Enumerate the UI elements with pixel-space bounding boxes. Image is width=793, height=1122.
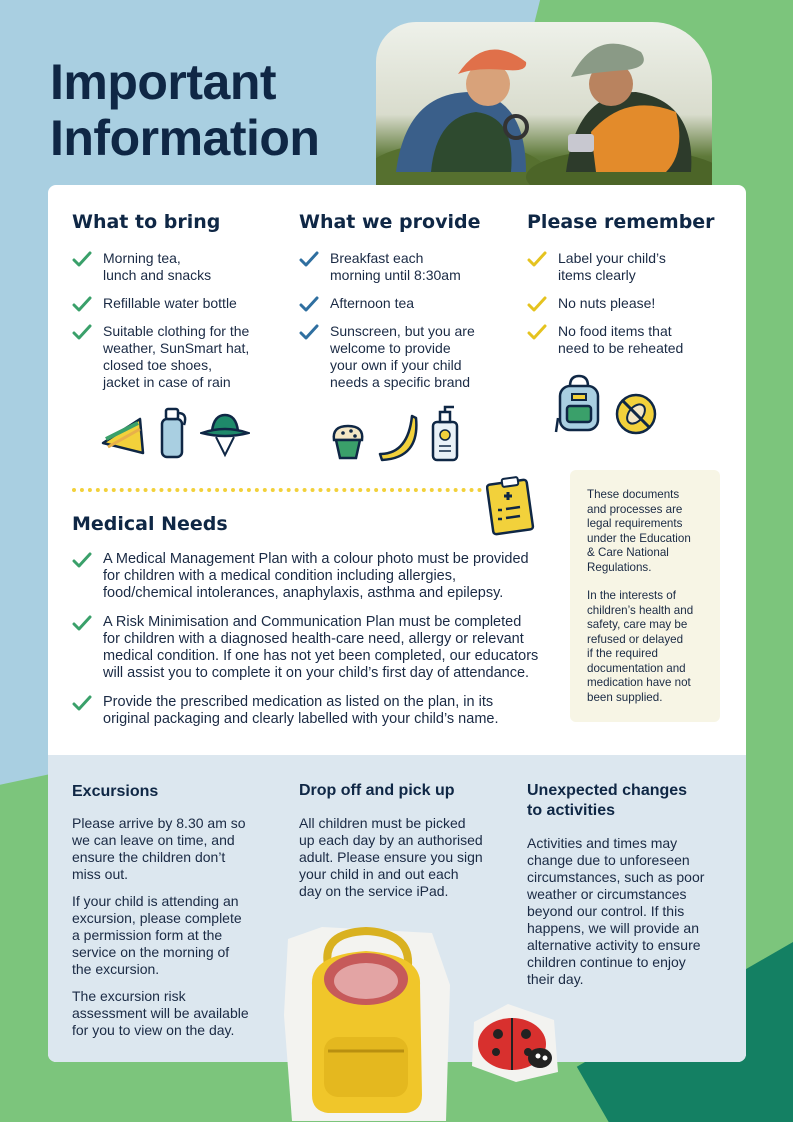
- paragraph: The excursion risk assessment will be available for you to view on the day.: [72, 988, 249, 1038]
- list-item: [72, 250, 282, 284]
- bring-icons: [100, 405, 250, 459]
- legal-note-box: [570, 470, 720, 722]
- item-text: A Medical Management Plan with a colour photo must be provided for children with a medical condition including allergies, food/chemical intolerances, anaphylaxis, asthma and epilepsy.: [103, 551, 529, 601]
- unexpected-changes-heading: Unexpected changes to activities: [527, 782, 688, 819]
- check-icon: [527, 324, 547, 340]
- list-item: [527, 295, 727, 312]
- drop-off-text: [299, 815, 509, 910]
- item-text: Label your child’s items clearly: [558, 250, 666, 283]
- title-line-1: Important: [50, 54, 277, 110]
- item-text: No food items that need to be reheated: [558, 323, 684, 356]
- children-exploring-photo: [376, 22, 712, 190]
- item-text: Provide the prescribed medication as listed on the plan, in its original packaging and clearly labelled with your child’s name.: [103, 694, 499, 727]
- no-nuts-icon: [614, 392, 658, 436]
- page-title: [50, 54, 319, 166]
- please-remember-heading: Please remember: [527, 211, 715, 233]
- excursions-heading: Excursions: [72, 783, 159, 800]
- water-bottle-icon: [156, 405, 190, 459]
- list-item: [299, 295, 509, 312]
- list-item: [72, 694, 542, 728]
- paragraph: Please arrive by 8.30 am so we can leave on time, and ensure the children don’t miss out.: [72, 815, 246, 882]
- check-icon: [72, 324, 92, 340]
- unexpected-changes-text: [527, 835, 727, 998]
- list-item: [72, 551, 542, 602]
- check-icon: [72, 296, 92, 312]
- sandwich-icon: [100, 413, 146, 459]
- backpack-icon: [554, 370, 604, 436]
- paragraph: Activities and times may change due to unforeseen circumstances, such as poor weather or circumstances beyond our control. If this happens, we will provide an alternative activity to ensure children continue to enjoy their day.: [527, 835, 705, 987]
- check-icon: [72, 552, 92, 568]
- paragraph: All children must be picked up each day by an authorised adult. Please ensure you sign your child in and out each day on the service iPad.: [299, 815, 483, 899]
- medical-needs-heading: Medical Needs: [72, 513, 228, 535]
- list-item: [72, 614, 542, 682]
- check-icon: [299, 324, 319, 340]
- title-line-2: Information: [50, 110, 320, 166]
- item-text: Afternoon tea: [330, 295, 415, 311]
- check-icon: [527, 251, 547, 267]
- list-item: [527, 250, 727, 284]
- item-text: Refillable water bottle: [103, 295, 237, 311]
- drop-off-heading: Drop off and pick up: [299, 782, 455, 799]
- paragraph: If your child is attending an excursion, please complete a permission form at the service on the morning of the excursion.: [72, 893, 242, 977]
- list-item: [527, 323, 727, 357]
- check-icon: [72, 251, 92, 267]
- list-item: [72, 295, 282, 312]
- banana-icon: [376, 410, 420, 462]
- excursions-text: [72, 815, 272, 1049]
- what-to-bring-heading: What to bring: [72, 211, 221, 233]
- item-text: Morning tea, lunch and snacks: [103, 250, 212, 283]
- item-text: Sunscreen, but you are welcome to provide your own if your child needs a specific brand: [330, 323, 475, 390]
- what-we-provide-list: [299, 250, 509, 402]
- what-we-provide-heading: What we provide: [299, 211, 481, 233]
- check-icon: [299, 251, 319, 267]
- yellow-backpack-photo: [282, 925, 452, 1122]
- item-text: Suitable clothing for the weather, SunSmart hat, closed toe shoes, jacket in case of rain: [103, 323, 250, 390]
- item-text: A Risk Minimisation and Communication Plan must be completed for children with a diagnosed health-care need, allergy or relevant medical condition. If one has not yet been completed, our educators will assist you to complete it on your child’s first day of attendance.: [103, 614, 539, 681]
- what-to-bring-list: [72, 250, 282, 402]
- dotted-divider: [72, 488, 482, 492]
- check-icon: [72, 695, 92, 711]
- check-icon: [299, 296, 319, 312]
- note-paragraph: In the interests of children’s health and safety, care may be refused or delayed if the required documentation and medication have not been supplied.: [587, 589, 694, 704]
- ladybug-toy-photo: [468, 1002, 560, 1084]
- item-text: No nuts please!: [558, 295, 656, 311]
- medical-needs-list: [72, 551, 542, 740]
- check-icon: [72, 615, 92, 631]
- sun-hat-icon: [200, 409, 250, 459]
- list-item: [299, 323, 509, 391]
- sunscreen-icon: [430, 404, 460, 462]
- provide-icons: [330, 404, 460, 462]
- muffin-icon: [330, 422, 366, 462]
- remember-icons: [554, 370, 658, 436]
- list-item: [299, 250, 509, 284]
- please-remember-list: [527, 250, 727, 368]
- check-icon: [527, 296, 547, 312]
- list-item: [72, 323, 282, 391]
- item-text: Breakfast each morning until 8:30am: [330, 250, 461, 283]
- clipboard-icon: [486, 474, 536, 536]
- note-paragraph: These documents and processes are legal requirements under the Education & Care National Regulations.: [587, 488, 691, 574]
